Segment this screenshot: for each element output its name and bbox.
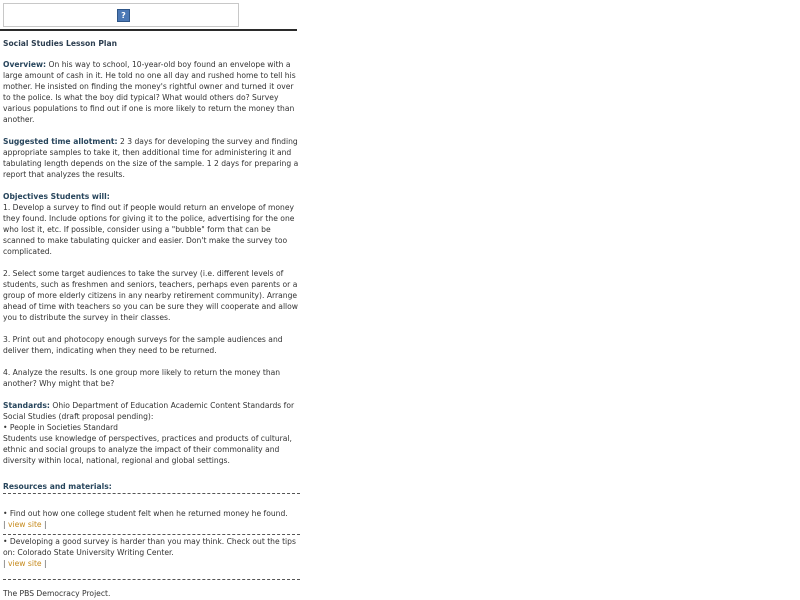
standards-section bbox=[3, 400, 300, 466]
lesson-plan-content bbox=[3, 38, 300, 599]
resource-item bbox=[3, 535, 300, 573]
objective-item: 2. Select some target audiences to take the survey (i.e. different levels of students, such as freshmen and seniors, teachers, perhaps even parents or a group of more elderly citizens in any nearby retirement community). Arrange ahead of time with teachers so you can be sure they will cooperate and allow you to distribute the survey in their classes. bbox=[3, 269, 299, 322]
link-bar: | bbox=[3, 520, 6, 529]
standards-label: Standards: bbox=[3, 401, 50, 410]
top-divider bbox=[0, 29, 297, 31]
resources-heading: Resources and materials: bbox=[3, 482, 112, 491]
objectives-section bbox=[3, 191, 300, 389]
overview-text: On his way to school, 10-year-old boy found an envelope with a large amount of cash in it. He told no one all day and rushed home to tell his mother. He insisted on finding the money's rightful owner and turned it over to the police. Is what the boy did typical? What would others do? Survey various populations to find out if one is more likely to return the money than another. bbox=[3, 60, 296, 124]
link-bar: | bbox=[44, 520, 47, 529]
view-site-link[interactable]: view site bbox=[7, 559, 42, 568]
time-label: Suggested time allotment: bbox=[3, 137, 118, 146]
objective-item: 4. Analyze the results. Is one group more likely to return the money than another? Why might that be? bbox=[3, 368, 281, 388]
objectives-label: Objectives Students will: bbox=[3, 192, 110, 201]
page-title: Social Studies Lesson Plan bbox=[3, 39, 118, 48]
link-bar: | bbox=[3, 559, 6, 568]
overview-label: Overview: bbox=[3, 60, 47, 69]
resource-link-row bbox=[3, 519, 300, 530]
objective-item: 1. Develop a survey to find out if people would return an envelope of money they found. Include options for giving it to the police, advertising for the one who lost it, etc. If possible, consider using a "bubble" form that can be scanned to make tabulating quicker and easier. Don't make the survey too complicated. bbox=[3, 203, 295, 256]
standards-bullet: • People in Societies Standard bbox=[3, 423, 118, 432]
resource-text: • Find out how one college student felt when he returned money he found. bbox=[3, 509, 288, 518]
view-site-link[interactable]: view site bbox=[7, 520, 42, 529]
overview-section bbox=[3, 59, 300, 125]
broken-image-icon: ? bbox=[117, 9, 130, 22]
time-text: 2 3 days for developing the survey and finding appropriate samples to take it, then additional time for administering it and tabulating length depends on the size of the sample. 1 2 days for preparing a report that analyzes the results. bbox=[3, 137, 299, 179]
link-bar: | bbox=[44, 559, 47, 568]
resource-link-row bbox=[3, 558, 300, 569]
standards-text: Ohio Department of Education Academic Content Standards for Social Studies (draft proposal pending): bbox=[3, 401, 295, 421]
broken-image-frame bbox=[3, 3, 239, 27]
resource-item bbox=[3, 494, 300, 534]
objective-item: 3. Print out and photocopy enough surveys for the sample audiences and deliver them, indicating when they need to be returned. bbox=[3, 335, 283, 355]
time-section bbox=[3, 136, 300, 180]
footer-credit: The PBS Democracy Project. bbox=[3, 589, 111, 598]
standards-detail: Students use knowledge of perspectives, practices and products of cultural, ethnic and social groups to analyze the impact of their commonality and diversity within local, national, regional and global settings. bbox=[3, 434, 292, 465]
resource-text: • Developing a good survey is harder than you may think. Check out the tips on: Colorado State University Writing Center. bbox=[3, 537, 296, 557]
